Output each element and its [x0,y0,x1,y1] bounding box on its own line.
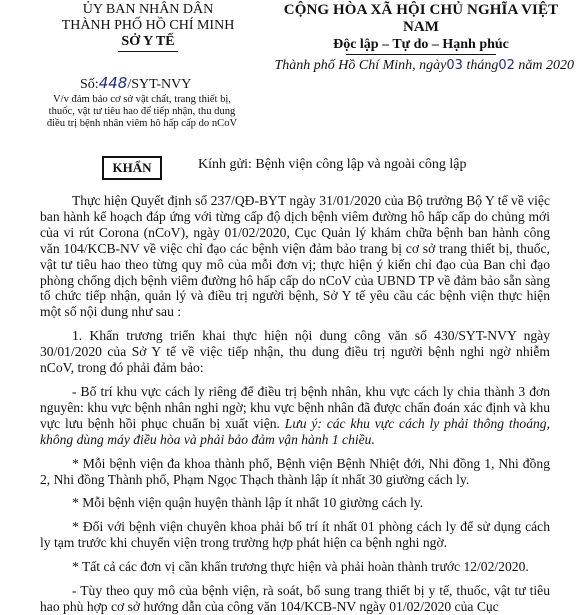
bullet-district-hospitals: * Mỗi bệnh viện quận huyện thành lập ít nhất 10 giường cách ly. [72,495,424,511]
bullet-isolation-text: - Bố trí khu vực cách ly riêng để điều trị bệnh nhân, khu vực cách ly chia thành 3 đơn nguyên: khu vực bệnh nhân nghi ngờ; khu vực bệnh nhân đã được chẩn đoán xác định và khu vực lưu bệnh hồi phục chuẩn bị xuất viện. [40,383,550,431]
bullet-deadline: * Tất cả các đơn vị cần khẩn trương thực hiện và phải hoàn thành trước 12/02/2020. [72,559,529,575]
bullet-equipment-review: - Tùy theo quy mô của bệnh viện, rà soát, bổ sung trang thiết bị y tế, thuốc, vật tư tiêu hao phù hợp cơ sở hướng dẫn của công văn 104/KCB-NV ngày 01/02/2020 của Cục [40,583,550,614]
date-text-3: năm 2020 [518,58,574,73]
document-subject: V/v đảm bảo cơ sở vật chất, trang thiết bị, thuốc, vật tư tiêu hao để tiếp nhận, thu dung điều trị bệnh nhân viêm hô hấp cấp do nCoV [46,94,238,129]
date-text-2: tháng [466,58,499,73]
bullet-specialty-hospitals: * Đối với bệnh viện chuyên khoa phải bố trí ít nhất 01 phòng cách ly để sử dụng cách ly tạm trước khi chuyển viện trong trường hợp phát hiện ca bệnh nghi ngờ. [40,519,550,551]
issuing-agency-header [38,2,258,52]
bullet-city-hospitals: * Mỗi bệnh viện đa khoa thành phố, Bệnh viện Bệnh Nhiệt đới, Nhi đồng 1, Nhi đồng 2, Nhi đồng Thành phố, Phạm Ngọc Thạch thành lập ít nhất 30 giường cách ly. [40,455,550,487]
item-1-paragraph: 1. Khẩn trương triển khai thực hiện nội dung công văn số 430/SYT-NVY ngày 30/01/2020 của Sở Y tế về việc tiếp nhận, thu dung điều trị người bệnh nghi ngờ nhiễm nCoV, trong đó phải đảm bảo: [40,328,550,376]
recipient-greeting: Kính gửi: Bệnh viện công lập và ngoài công lập [198,157,467,172]
national-title: CỘNG HÒA XÃ HỘI CHỦ NGHĨA VIỆT NAM [283,2,559,35]
urgent-stamp: KHẨN [102,156,162,180]
document-body [40,193,550,615]
agency-line-1: ỦY BAN NHÂN DÂN [82,2,214,17]
date-text-1: Thành phố Hồ Chí Minh, ngày [274,58,447,73]
date-day-handwritten: 03 [446,58,463,73]
agency-line-3: SỞ Y TẾ [121,34,175,49]
doc-number-prefix: Số: [80,77,99,92]
document-number [80,74,191,93]
doc-number-handwritten: 448 [98,74,128,92]
issue-date [268,58,574,74]
national-header [265,2,577,55]
agency-line-2: THÀNH PHỐ HỒ CHÍ MINH [61,18,235,33]
bullet-isolation-note: Lưu ý: các khu vực cách ly phải thông thoáng, không dùng máy điều hòa và phải bảo đảm vận hành 1 chiều. [40,415,550,447]
date-month-handwritten: 02 [498,58,515,73]
agency-underline [118,51,178,52]
national-motto: Độc lập – Tự do – Hạnh phúc [333,37,509,52]
motto-underline [346,54,496,55]
bullet-isolation-areas [40,384,550,448]
intro-paragraph: Thực hiện Quyết định số 237/QĐ-BYT ngày 31/01/2020 của Bộ trưởng Bộ Y tế về việc ban hành kế hoạch đáp ứng với từng cấp độ dịch bệnh viêm đường hô hấp cấp do chủng mới của vi rút Corona (nCoV), ngày 01/02/2020, Cục Quản lý khám chữa bệnh ban hành công văn 104/KCB-NV về việc chỉ đạo các bệnh viện đảm bảo trang bị cơ sở trang thiết bị, thuốc, vật tư tiêu hao theo từng quy mô của mỗi đơn vị; thực hiện ý kiến chỉ đạo của Ban chỉ đạo phòng chống dịch bệnh viêm đường hô hấp cấp do nCoV của UBND TP về đảm bảo sẵn sàng tổ chức tiếp nhận, quản lý và điều trị người bệnh, Sở Y tế yêu cầu các bệnh viện thực hiện một số nội dung như sau : [40,193,550,320]
doc-number-suffix: /SYT-NVY [127,77,192,92]
